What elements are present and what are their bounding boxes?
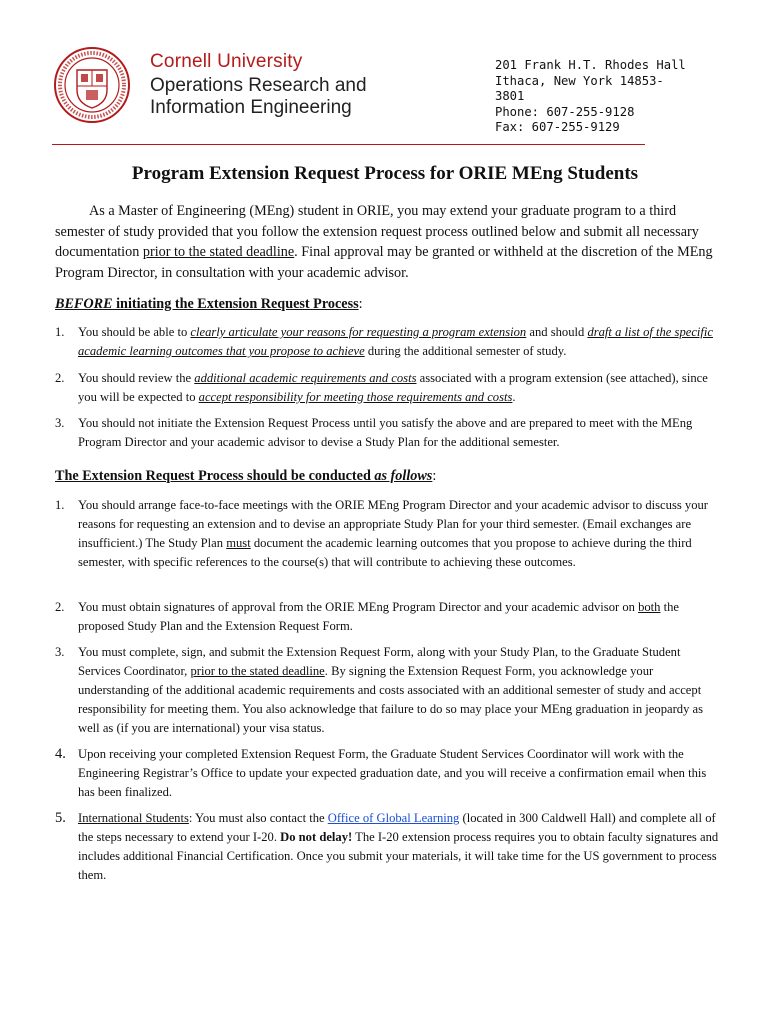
item-text: You should review the (78, 371, 195, 385)
phone-number: Phone: 607-255-9128 (495, 104, 635, 119)
item-text: You should not initiate the Extension Request Process until you satisfy the above and are prepared to meet with the MEng Program Director and your academic advisor to devise a Study Plan for the additional semester. (78, 416, 693, 449)
item-text: document the academic learning outcomes that you propose to achieve during the third semester, with specific references to the course(s) that will contribute to achieving these outcomes. (78, 536, 692, 569)
item-emphasis: International Students (78, 811, 189, 825)
list-number: 3. (55, 416, 65, 430)
item-text: the proposed Study Plan and the Extension Request Form. (78, 600, 680, 633)
address-line-2: Ithaca, New York 14853- (495, 73, 664, 88)
list-number: 3. (55, 645, 65, 659)
item-text: associated with a program extension (see attached), since you will be expected to (78, 371, 708, 404)
item-text: during the additional semester of study. (364, 344, 567, 358)
before-heading-text: initiating the Extension Request Process (112, 296, 359, 312)
item-text: and should (526, 325, 588, 339)
process-heading-text: The Extension Request Process should be conducted (55, 468, 375, 484)
process-item-5 (55, 809, 720, 885)
address-line-1: 201 Frank H.T. Rhodes Hall (495, 58, 686, 72)
intro-paragraph (55, 201, 720, 283)
fax-number: Fax: 607-255-9129 (495, 120, 620, 134)
item-emphasis: accept responsibility for meeting those requirements and costs (198, 390, 513, 404)
item-text: : You must also contact the (188, 811, 328, 825)
item-emphasis: additional academic requirements and costs (194, 371, 417, 385)
before-heading-colon: : (358, 296, 363, 312)
process-heading-colon: : (432, 468, 437, 484)
list-number: 5. (55, 810, 66, 826)
item-emphasis: both (638, 600, 661, 614)
list-number: 2. (55, 371, 65, 385)
list-number: 1. (55, 498, 65, 512)
process-item-3 (55, 643, 720, 738)
item-text: You should be able to (78, 325, 191, 339)
address-block (495, 58, 686, 136)
item-emphasis: must (226, 536, 251, 550)
letterhead-divider (52, 144, 645, 145)
department-name (150, 75, 367, 119)
process-item-2 (55, 598, 720, 636)
before-section-heading (55, 296, 363, 313)
department-line-2: Information Engineering (150, 97, 352, 118)
page-title: Program Extension Request Process for ORIE MEng Students (131, 163, 639, 184)
item-text: The I-20 extension process requires you to obtain faculty signatures and includes additional Financial Certification. Once you submit your materials, it will take time for the US government to process them. (78, 830, 719, 882)
list-number: 1. (55, 325, 65, 339)
before-heading-emphasis: BEFORE (55, 296, 113, 312)
before-item-2 (55, 369, 720, 407)
item-emphasis: prior to the stated deadline (190, 664, 325, 678)
process-section-heading (55, 468, 436, 485)
item-emphasis: clearly articulate your reasons for requesting a program extension (190, 325, 527, 339)
process-item-1 (55, 496, 720, 572)
item-text: You must obtain signatures of approval from the ORIE MEng Program Director and your academic advisor on (78, 600, 639, 614)
item-text: You should arrange face-to-face meetings with the ORIE MEng Program Director and your academic advisor to discuss your reasons for requesting an extension and to devise an appropriate Study Plan for your third semester. (Email exchanges are insufficient.) The Study Plan (78, 498, 708, 550)
university-name: Cornell University (150, 51, 303, 72)
address-line-3: 3801 (495, 89, 525, 103)
process-heading-emphasis: as follows (374, 468, 433, 484)
intro-text-1: As a Master of Engineering (MEng) student in ORIE, you may extend your graduate program to a third semester of study provided that you follow the extension request process outlined below and submit all necessary documentation (55, 203, 699, 261)
before-item-1 (55, 323, 720, 361)
item-text: (located in 300 Caldwell Hall) and complete all of the steps necessary to extend your I-20. (78, 811, 716, 844)
item-text: Upon receiving your completed Extension Request Form, the Graduate Student Services Coordinator will work with the Engineering Registrar’s Office to update your expected graduation date, and you will receive a confirmation email when this has been finalized. (78, 747, 707, 799)
do-not-delay-emphasis: Do not delay! (280, 830, 353, 844)
item-text: . (512, 390, 516, 404)
item-emphasis: draft a list of the specific academic learning outcomes that you propose to achieve (78, 325, 714, 358)
before-item-3 (55, 414, 720, 452)
list-number: 4. (55, 746, 66, 762)
list-number: 2. (55, 600, 65, 614)
office-of-global-learning-link[interactable]: Office of Global Learning (327, 811, 460, 825)
cornell-seal-logo (53, 46, 131, 124)
process-item-4 (55, 745, 720, 802)
intro-text-2: . Final approval may be granted or withheld at the discretion of the MEng Program Director, in consultation with your academic advisor. (55, 244, 713, 281)
intro-deadline-emphasis: prior to the stated deadline (142, 244, 295, 261)
item-text: . By signing the Extension Request Form, you acknowledge your understanding of the additional academic requirements and costs associated with an additional semester of study and accept responsibility for meeting them. You also acknowledge that failure to do so may place your MEng graduation in jeopardy as well as (if you are international) your visa status. (78, 664, 704, 735)
item-text: You must complete, sign, and submit the Extension Request Form, along with your Study Plan, to the Graduate Student Services Coordinator, (78, 645, 681, 678)
department-line-1: Operations Research and (150, 75, 367, 96)
